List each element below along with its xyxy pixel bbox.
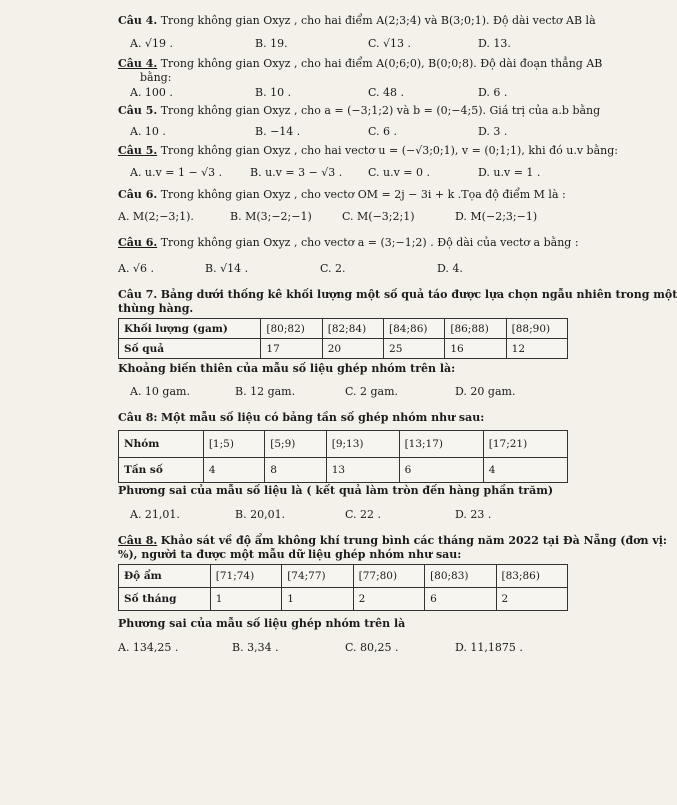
option-a: A. M(2;−3;1). xyxy=(118,210,194,223)
question-title: Câu 6. xyxy=(118,236,158,249)
humidity-table xyxy=(118,564,568,611)
question-8a-prompt: Phương sai của mẫu số liệu là ( kết quả làm tròn đến hàng phần trăm) xyxy=(118,484,554,497)
question-7-line2: thùng hàng. xyxy=(118,302,194,315)
question-text: Trong không gian Oxyz , cho a = (−3;1;2) và b = (0;−4;5). Giá trị của a.b bằng xyxy=(160,104,601,117)
question-title: Câu 5. xyxy=(118,104,158,117)
table-row xyxy=(119,588,568,611)
table-cell: 2 xyxy=(496,588,568,611)
table-header: [74;77) xyxy=(282,565,353,588)
table-cell: 2 xyxy=(353,588,424,611)
table-header: [80;82) xyxy=(261,319,322,339)
question-text: Trong không gian Oxyz , cho vectơ OM = 2j − 3i + k .Tọa độ điểm M là : xyxy=(160,188,566,201)
table-cell: 4 xyxy=(483,458,567,483)
option-d: D. 20 gam. xyxy=(455,385,516,398)
table-cell: 25 xyxy=(384,339,445,359)
question-title: Câu 6. xyxy=(118,188,158,201)
table-header: [5;9) xyxy=(265,431,326,458)
question-8b xyxy=(118,534,667,547)
option-b: B. M(3;−2;−1) xyxy=(230,210,312,223)
option-b: B. 19. xyxy=(255,37,288,50)
table-header: [9;13) xyxy=(326,431,399,458)
question-7 xyxy=(118,288,677,301)
table-cell: 1 xyxy=(282,588,353,611)
option-a: A. 10 gam. xyxy=(130,385,190,398)
question-text: Trong không gian Oxyz , cho vectơ a = (3;−1;2) . Độ dài của vectơ a bằng : xyxy=(160,236,579,249)
option-d: D. M(−2;3;−1) xyxy=(455,210,538,223)
option-a: A. 21,01. xyxy=(130,508,180,521)
question-title: Câu 4. xyxy=(118,57,158,70)
table-header: Độ ẩm xyxy=(119,565,211,588)
question-4a xyxy=(118,14,596,27)
question-6a xyxy=(118,188,566,201)
option-d: D. 13. xyxy=(478,37,511,50)
question-7-prompt: Khoảng biến thiên của mẫu số liệu ghép nhóm trên là: xyxy=(118,362,456,375)
option-a: A. 100 . xyxy=(130,86,173,99)
table-header: [17;21) xyxy=(483,431,567,458)
table-row-label: Số quả xyxy=(119,339,261,359)
table-header: [82;84) xyxy=(322,319,383,339)
table-header: [1;5) xyxy=(203,431,264,458)
question-title: Câu 8: xyxy=(118,411,158,424)
question-4b-line2: bằng: xyxy=(140,71,172,84)
question-text: Trong không gian Oxyz , cho hai điểm A(2;3;4) và B(3;0;1). Độ dài vectơ AB là xyxy=(160,14,596,27)
table-cell: 6 xyxy=(399,458,483,483)
question-5a xyxy=(118,104,600,117)
table-row xyxy=(119,565,568,588)
question-title: Câu 7. xyxy=(118,288,158,301)
table-row-label: Tần số xyxy=(119,458,204,483)
option-d: D. 11,1875 . xyxy=(455,641,523,654)
question-8b-prompt: Phương sai của mẫu số liệu ghép nhóm trên là xyxy=(118,617,406,630)
option-a: A. u.v = 1 − √3 . xyxy=(130,166,223,179)
option-c: C. 2. xyxy=(320,262,346,275)
table-row xyxy=(119,458,568,483)
table-header: Khối lượng (gam) xyxy=(119,319,261,339)
option-b: B. 10 . xyxy=(255,86,292,99)
question-text: Một mẫu số liệu có bảng tần số ghép nhóm như sau: xyxy=(160,411,485,424)
table-header: [80;83) xyxy=(425,565,496,588)
option-c: C. 80,25 . xyxy=(345,641,399,654)
option-a: A. √19 . xyxy=(130,37,173,50)
table-cell: 6 xyxy=(425,588,496,611)
table-row xyxy=(119,339,568,359)
question-text: Trong không gian Oxyz , cho hai điểm A(0;6;0), B(0;0;8). Độ dài đoạn thẳng AB xyxy=(160,57,603,70)
question-8b-line2: %), người ta được một mẫu dữ liệu ghép nhóm như sau: xyxy=(118,548,462,561)
question-4b xyxy=(118,57,602,70)
option-b: B. −14 . xyxy=(255,125,301,138)
table-cell: 4 xyxy=(203,458,264,483)
table-header: [71;74) xyxy=(210,565,281,588)
table-cell: 8 xyxy=(265,458,326,483)
table-cell: 1 xyxy=(210,588,281,611)
option-b: B. √14 . xyxy=(205,262,249,275)
question-6b xyxy=(118,236,579,249)
table-cell: 13 xyxy=(326,458,399,483)
question-text: Bảng dưới thống kê khối lượng một số quả táo được lựa chọn ngẫu nhiên trong một xyxy=(160,288,677,301)
option-c: C. M(−3;2;1) xyxy=(342,210,415,223)
table-header: [88;90) xyxy=(506,319,567,339)
table-cell: 20 xyxy=(322,339,383,359)
option-b: B. 20,01. xyxy=(235,508,286,521)
option-d: D. 6 . xyxy=(478,86,508,99)
option-c: C. 2 gam. xyxy=(345,385,399,398)
option-a: A. 134,25 . xyxy=(118,641,179,654)
table-cell: 17 xyxy=(261,339,322,359)
option-b: B. u.v = 3 − √3 . xyxy=(250,166,343,179)
option-a: A. √6 . xyxy=(118,262,154,275)
table-cell: 12 xyxy=(506,339,567,359)
option-d: D. u.v = 1 . xyxy=(478,166,541,179)
table-row xyxy=(119,431,568,458)
option-d: D. 3 . xyxy=(478,125,508,138)
option-c: C. 22 . xyxy=(345,508,382,521)
option-d: D. 4. xyxy=(437,262,463,275)
question-text: Trong không gian Oxyz , cho hai vectơ u = (−√3;0;1), v = (0;1;1), khi đó u.v bằng: xyxy=(160,144,618,157)
table-cell: 16 xyxy=(445,339,506,359)
question-text: Khảo sát về độ ẩm không khí trung bình các tháng năm 2022 tại Đà Nẵng (đơn vị: xyxy=(160,534,667,547)
table-row-label: Số tháng xyxy=(119,588,211,611)
table-header: Nhóm xyxy=(119,431,204,458)
question-title: Câu 8. xyxy=(118,534,158,547)
option-d: D. 23 . xyxy=(455,508,492,521)
table-header: [84;86) xyxy=(384,319,445,339)
frequency-table xyxy=(118,430,568,483)
question-title: Câu 4. xyxy=(118,14,158,27)
apple-weight-table xyxy=(118,318,568,359)
option-b: B. 3,34 . xyxy=(232,641,279,654)
option-b: B. 12 gam. xyxy=(235,385,296,398)
table-header: [77;80) xyxy=(353,565,424,588)
table-row xyxy=(119,319,568,339)
table-header: [13;17) xyxy=(399,431,483,458)
table-header: [83;86) xyxy=(496,565,568,588)
question-title: Câu 5. xyxy=(118,144,158,157)
option-c: C. 6 . xyxy=(368,125,398,138)
question-5b xyxy=(118,144,618,157)
option-c: C. √13 . xyxy=(368,37,412,50)
option-c: C. u.v = 0 . xyxy=(368,166,431,179)
option-a: A. 10 . xyxy=(130,125,166,138)
table-header: [86;88) xyxy=(445,319,506,339)
question-8a xyxy=(118,411,484,424)
option-c: C. 48 . xyxy=(368,86,405,99)
